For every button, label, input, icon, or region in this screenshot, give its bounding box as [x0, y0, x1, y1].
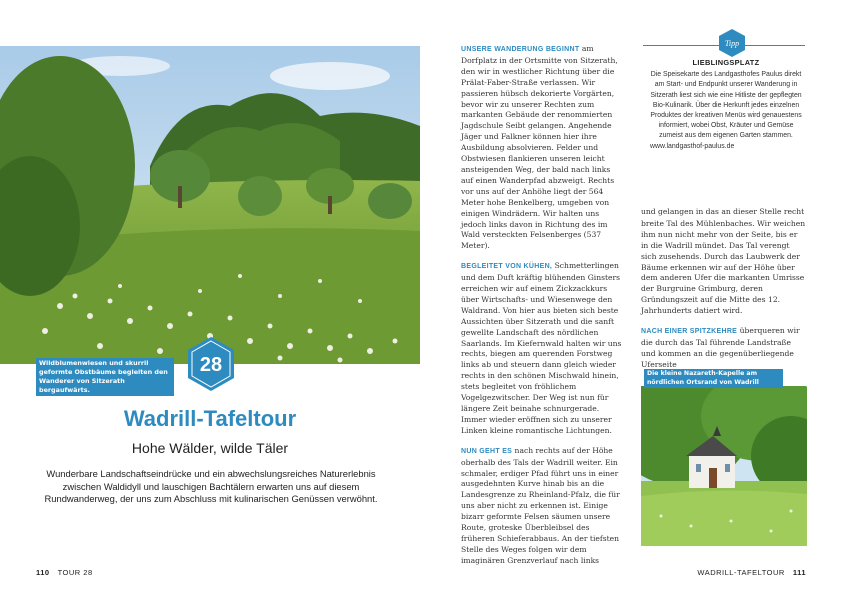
- tip-badge-label: Tipp: [724, 39, 740, 48]
- chapel-photo-caption: Die kleine Nazareth-Kapelle am nördlichen Ortsrand von Wadrill: [644, 369, 783, 388]
- footer-right: [670, 568, 806, 577]
- paragraph: [461, 44, 624, 252]
- tip-box: [650, 58, 802, 152]
- tour-number-badge: [186, 336, 236, 392]
- tip-badge: [718, 28, 746, 58]
- paragraph-text: Schmetterlingen und dem Duft kräftig blühenden Ginsters erreichen wir auf einem Zickzackkurs über Wirtschafts- und Wiesenwege den Waldrand. Von hier aus bieten sich beste Aussichten über Sitzerath und die sanft gewellte Landschaft des nördlichen Saarlands. Im Kiefernwald halten wir uns rechts, biegen am querenden Forstweg links ab und steuern dann gleich wieder rechts in den schönen Mischwald hinein, stets begleitet von fröhlichem Vogelgezwitscher. Der Weg ist nun für längere Zeit beinahe schnurgerade. Immer wieder eröffnen sich zu unserer Linken kleine romantische Lichtungen.: [461, 261, 622, 435]
- paragraph-lead: NACH EINER SPITZKEHRE: [641, 328, 738, 336]
- tour-number: 28: [199, 354, 223, 376]
- tour-subtitle: Hohe Wälder, wilde Täler: [131, 440, 289, 456]
- paragraph-text: überqueren wir die durch das Tal führende Landstraße und kommen an die gegenüberliegende Uferseite: [641, 326, 800, 369]
- paragraph-text: nach rechts auf der Höhe oberhalb des Tals der Wadrill weiter. Ein schmaler, erdiger Pfad führt uns in einer ausgedehnten Kurve hinab bis an die Landesgrenze zu Rheinland-Pfalz, die für uns aber nicht zu erkennen ist. Einige bizarr geformte Felsen säumen unsere Route, groteske Überbleibsel des früheren Schieferabbaus. An der tiefsten Stelle des Weges folgen wir dem imaginären Grenzverlauf nach links: [461, 445, 620, 565]
- tour-title: Wadrill-Tafeltour: [123, 406, 297, 431]
- paragraph: [641, 207, 806, 317]
- hero-photo-caption: Wildblumenwiesen und skurril geformte Obstbäume begleiten den Wanderer von Sitzerath bergaufwärts.: [36, 358, 174, 396]
- paragraph-lead: BEGLEITET VON KÜHEN,: [461, 263, 553, 271]
- tip-url: www.landgasthof-paulus.de: [650, 142, 735, 150]
- paragraph-text: am Dorfplatz in der Ortsmitte von Sitzerath, den wir in westlicher Richtung über die Prälat-Faber-Straße verlassen. Wir passieren hübsch dekorierte Vorgärten, bevor wir zu unserer Rechten zum markanten Gebäude der renommierten Jagdschule Seibt gelangen. Angehende Jäger und Falkner können hier ihre Ausbildung absolvieren. Felder und Obstwiesen flankieren unseren leicht ansteigenden Weg, der bald nach links auf einen Wanderpfad abzweigt. Rechts vor uns auf der Anhöhe liegt der 564 Meter hohe Benkelberg, umgeben von einigen Windrädern. Wir halten uns jedoch links davon in Richtung des im Wald versteckten Felsenberges (537 Meter).: [461, 44, 618, 251]
- paragraph-text: und gelangen in das an dieser Stelle recht breite Tal des Mühlenbaches. Wir weichen ihm nun nicht mehr von der Seite, bis er in die Wadrill mündet. Das Tal verengt sich zusehends. Durch das Laubwerk der Bäume erkennen wir auf der Höhe über dem anderen Ufer die markanten Umrisse der Burgruine Grimburg, deren Gründungszeit auf die Mitte des 12. Jahrhunderts datiert wird.: [641, 207, 806, 316]
- text-column-2: [641, 207, 806, 380]
- paragraph: [641, 326, 806, 371]
- page-number-left: 110: [36, 568, 50, 577]
- paragraph: [461, 261, 624, 437]
- paragraph-lead: NUN GEHT ES: [461, 447, 513, 455]
- tour-intro: Wunderbare Landschaftseindrücke und ein abwechslungsreiches Naturerlebnis zwischen Waldidyll und lauschigen Bachtälern erwarten uns auf diesem Rundwanderweg, der uns zum Abschluss mit kulinarischen Genüssen verwöhnt.: [44, 468, 378, 505]
- running-head-right: WADRILL-TAFELTOUR: [697, 568, 785, 577]
- paragraph-lead: UNSERE WANDERUNG BEGINNT: [461, 46, 580, 53]
- tip-heading: LIEBLINGSPLATZ: [692, 58, 760, 67]
- running-head-left: TOUR 28: [57, 568, 93, 577]
- paragraph: [461, 446, 624, 567]
- page-number-right: 111: [792, 568, 806, 577]
- hero-photo-meadow: [0, 46, 420, 364]
- chapel-photo: [641, 386, 807, 546]
- text-column-1: [461, 44, 624, 576]
- tip-body: Die Speisekarte des Landgasthofes Paulus direkt am Start- und Endpunkt unserer Wanderung in Sitzerath liest sich wie eine Hitliste der gepflegten Bio-Kulinarik. Über die Herkunft jedes einzelnen Produktes der kreativen Menüs wird genauestens informiert, wobei Obst, Kräuter und Gemüse zumeist aus dem eigenen Garten stammen.: [650, 71, 802, 140]
- footer-left: [36, 568, 93, 577]
